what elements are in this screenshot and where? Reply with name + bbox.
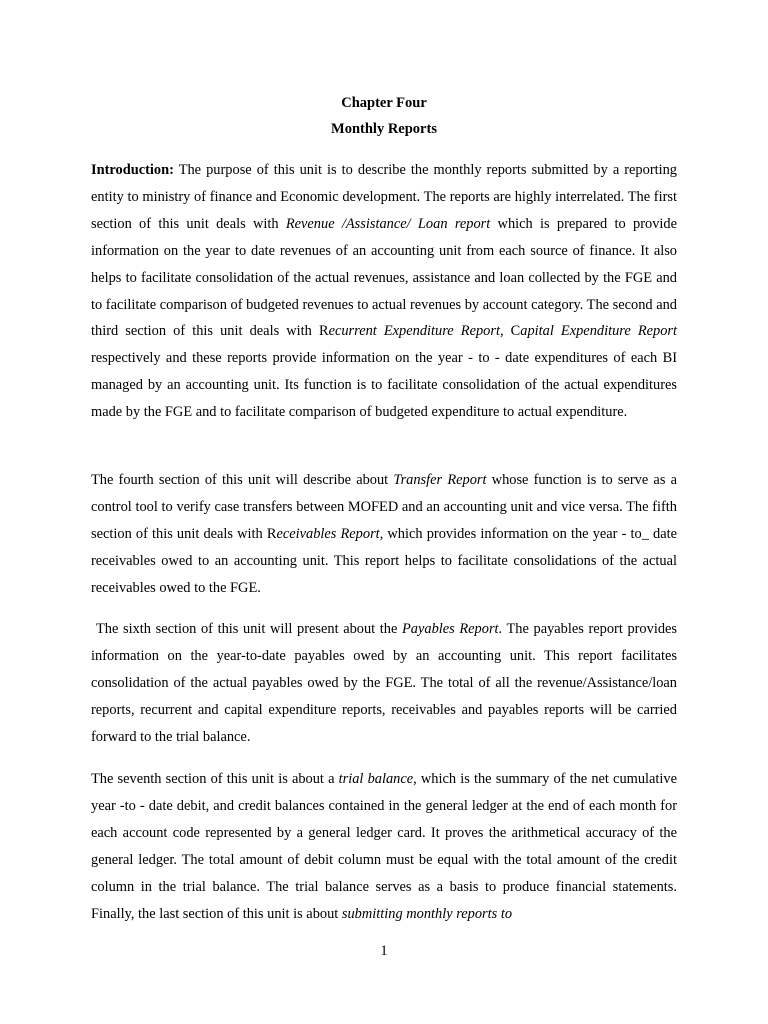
intro-italic-1: Revenue /Assistance/ Loan report [285, 215, 491, 232]
seventh-text-2: , which is the summary of the net cumulative year -to - date debit, and credit balances contained in the general ledger at the end of each month for each account code represented by a general ledger card. It proves the arithmetical accuracy of the general ledger. The total amount of debit column must be equal with the total amount of the credit column in the trial balance. The trial balance serves as a basis to produce financial statements. Finally, the last section of this unit is about [91, 771, 677, 922]
intro-text-1: The purpose of this unit is to describe the monthly reports submitted by a reporting entity to ministry of finance and Economic development. The reports are highly interrelated. The first section of this unit deals with [91, 162, 677, 232]
intro-text-4: respectively and these reports provide information on the year - to - date expenditures of each BI managed by an accounting unit. Its function is to facilitate consolidation of the actual expenditures made by the FGE and to facilitate comparison of budgeted expenditure to actual expenditure. [91, 350, 677, 421]
sixth-italic-1: Payables Report [402, 621, 499, 637]
seventh-section-clip [91, 766, 677, 928]
fourth-text-2: whose function is to serve as a control tool to verify case transfers between MOFED and an accounting unit and vice versa. The fifth section of this unit deals with R [91, 472, 677, 542]
fourth-text-1: The fourth section of this unit will describe about [91, 472, 394, 488]
chapter-subtitle: Monthly Reports [331, 121, 437, 137]
fourth-italic-1: Transfer Report [393, 472, 487, 488]
seventh-italic-2: submitting monthly reports to [341, 905, 513, 922]
sixth-section-paragraph [91, 616, 677, 751]
seventh-section-paragraph [91, 766, 677, 927]
intro-paragraph [91, 157, 677, 426]
intro-italic-3: apital Expenditure Report [520, 323, 677, 340]
fourth-text-3: , which provides information on the year - to_ date receivables owed to an accounting unit. This report helps to facilitate consolidations of the actual receivables owed to the FGE. [91, 525, 677, 596]
intro-lead-in: Introduction: [91, 162, 174, 178]
seventh-text-1: The seventh section of this unit is about a [91, 771, 339, 787]
sixth-text-1: The sixth section of this unit will present about the [96, 621, 402, 637]
intro-italic-2: ecurrent Expenditure Report, [328, 323, 504, 340]
fourth-italic-2: eceivables Report [276, 525, 380, 542]
fourth-section-paragraph [91, 467, 677, 602]
page-number: 1 [380, 943, 388, 959]
chapter-title: Chapter Four [341, 95, 427, 111]
intro-text-3: C [503, 323, 521, 340]
seventh-italic-1: trial balance [338, 771, 414, 787]
sixth-text-2: . The payables report provides information on the year-to-date payables owed by an accounting unit. This report facilitates consolidation of the actual payables owed by the FGE. The total of all the revenue/Assistance/loan reports, recurrent and capital expenditure reports, receivables and payables reports will be carried forward to the trial balance. [91, 621, 678, 745]
intro-text-2: which is prepared to provide information on the year to date revenues of an accounting unit from each source of finance. It also helps to facilitate consolidation of the actual revenues, assistance and loan collected by the FGE and to facilitate comparison of budgeted revenues to actual revenues by account category. The second and third section of this unit deals with R [91, 215, 677, 340]
